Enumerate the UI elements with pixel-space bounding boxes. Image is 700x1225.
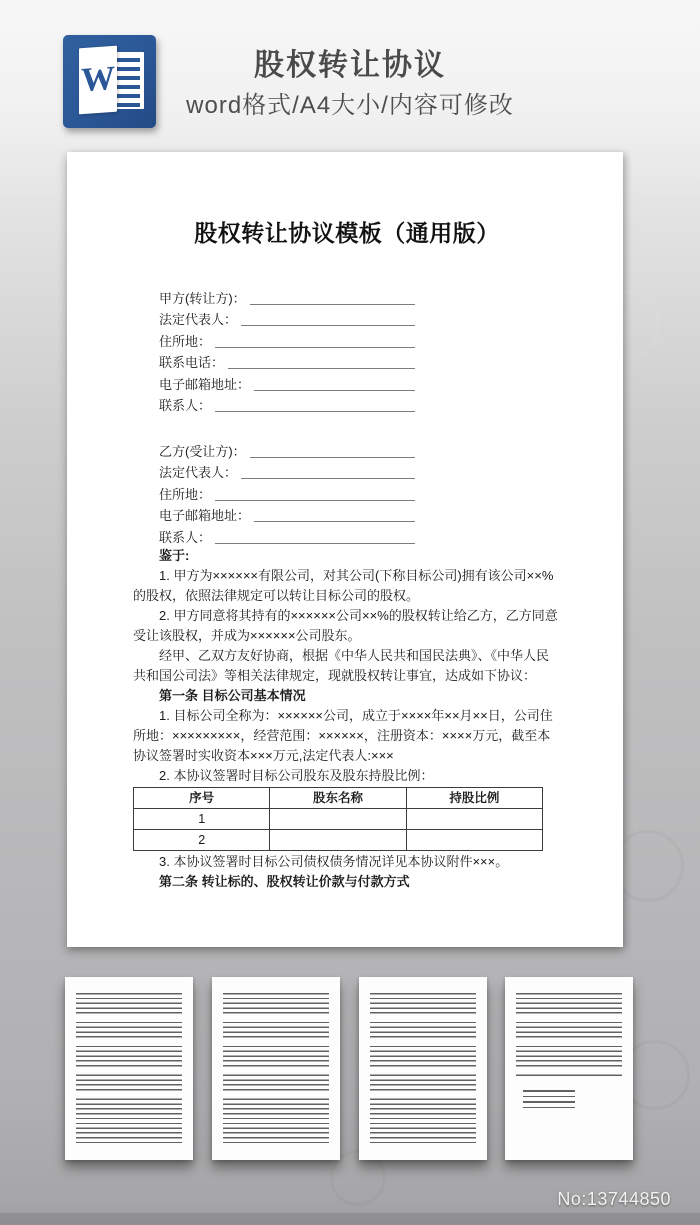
field-party-a-address: 住所地： [133,328,415,350]
field-party-a-name: 甲方(转让方)： [133,285,415,307]
field-party-a-contact: 联系人： [133,393,415,415]
party-b-fields [133,438,561,546]
thumbnail-text-lines [516,993,622,1079]
thumbnail-text-lines [76,993,182,1144]
blank-line [241,325,415,326]
blank-line [215,543,415,544]
recital-1: 1. 甲方为××××××有限公司，对其公司(下称目标公司)拥有该公司××%的股权，依照法律规定可以转让目标公司的股权。 [133,567,554,603]
page-title: 股权转让协议 [254,49,446,82]
document-number: No:13744850 [557,1189,671,1209]
recital-2: 2. 甲方同意将其持有的××××××公司××%的股权转让给乙方，乙方同意受让该股权，并成为××××××公司股东。 [133,607,558,643]
whereas-label: 鉴于: [159,547,190,563]
page-thumbnail-4[interactable] [359,977,487,1160]
shareholder-table [133,787,543,851]
thumbnail-text-lines [370,993,476,1144]
word-w-glyph: W [79,46,117,115]
blank-line [250,457,415,458]
table-row: 2 [134,829,543,850]
page-thumbnail-3[interactable] [212,977,340,1160]
col-header-shareholding-ratio: 持股比例 [406,787,542,808]
field-party-b-name: 乙方(受让方)： [133,438,415,460]
article-1-item-1: 1. 目标公司全称为：××××××公司，成立于××××年××月××日，公司住所地：×××××××××，经营范围：××××××，注册资本：××××万元，截至本协议签署时实收资本×××万元,法定代表人:××× [133,707,553,763]
document-title: 股权转让协议模板（通用版） [194,220,500,246]
recital-3: 经甲、乙双方友好协商，根据《中华人民共和国民法典》、《中华人民共和国公司法》等相关法律规定，现就股权转让事宜，达成如下协议： [133,647,550,683]
field-party-a-email: 电子邮箱地址： [133,371,415,393]
blank-line [228,368,415,369]
field-party-a-legal-rep: 法定代表人： [133,307,415,329]
table-header-row [134,787,543,808]
blank-line [215,500,415,501]
field-party-b-address: 住所地： [133,481,415,503]
article-2-heading: 第二条 转让标的、股权转让价款与付款方式 [159,873,410,889]
blank-line [215,411,415,412]
party-a-fields [133,285,561,414]
field-party-b-legal-rep: 法定代表人： [133,460,415,482]
blank-line [254,390,415,391]
document-preview-page-1 [67,152,623,947]
blank-line [241,478,415,479]
table-row: 1 [134,808,543,829]
blank-line [215,347,415,348]
page-subtitle: word格式/A4大小/内容可修改 [186,92,514,119]
page-thumbnail-2[interactable] [65,977,193,1160]
col-header-shareholder-name: 股东名称 [270,787,406,808]
page-thumbnail-5[interactable] [505,977,633,1160]
blank-line [254,521,415,522]
field-party-a-phone: 联系电话： [133,350,415,372]
col-header-index: 序号 [134,787,270,808]
field-party-b-contact: 联系人： [133,524,415,546]
blank-line [250,304,415,305]
field-party-b-email: 电子邮箱地址： [133,503,415,525]
thumbnail-text-lines [223,993,329,1144]
article-1-heading: 第一条 目标公司基本情况 [159,687,306,703]
article-1-item-3: 3. 本协议签署时目标公司债权债务情况详见本协议附件×××。 [159,853,509,869]
thumbnail-signature-lines [523,1090,575,1112]
document-body [133,546,561,892]
article-1-item-2: 2. 本协议签署时目标公司股东及股东持股比例： [159,767,434,783]
